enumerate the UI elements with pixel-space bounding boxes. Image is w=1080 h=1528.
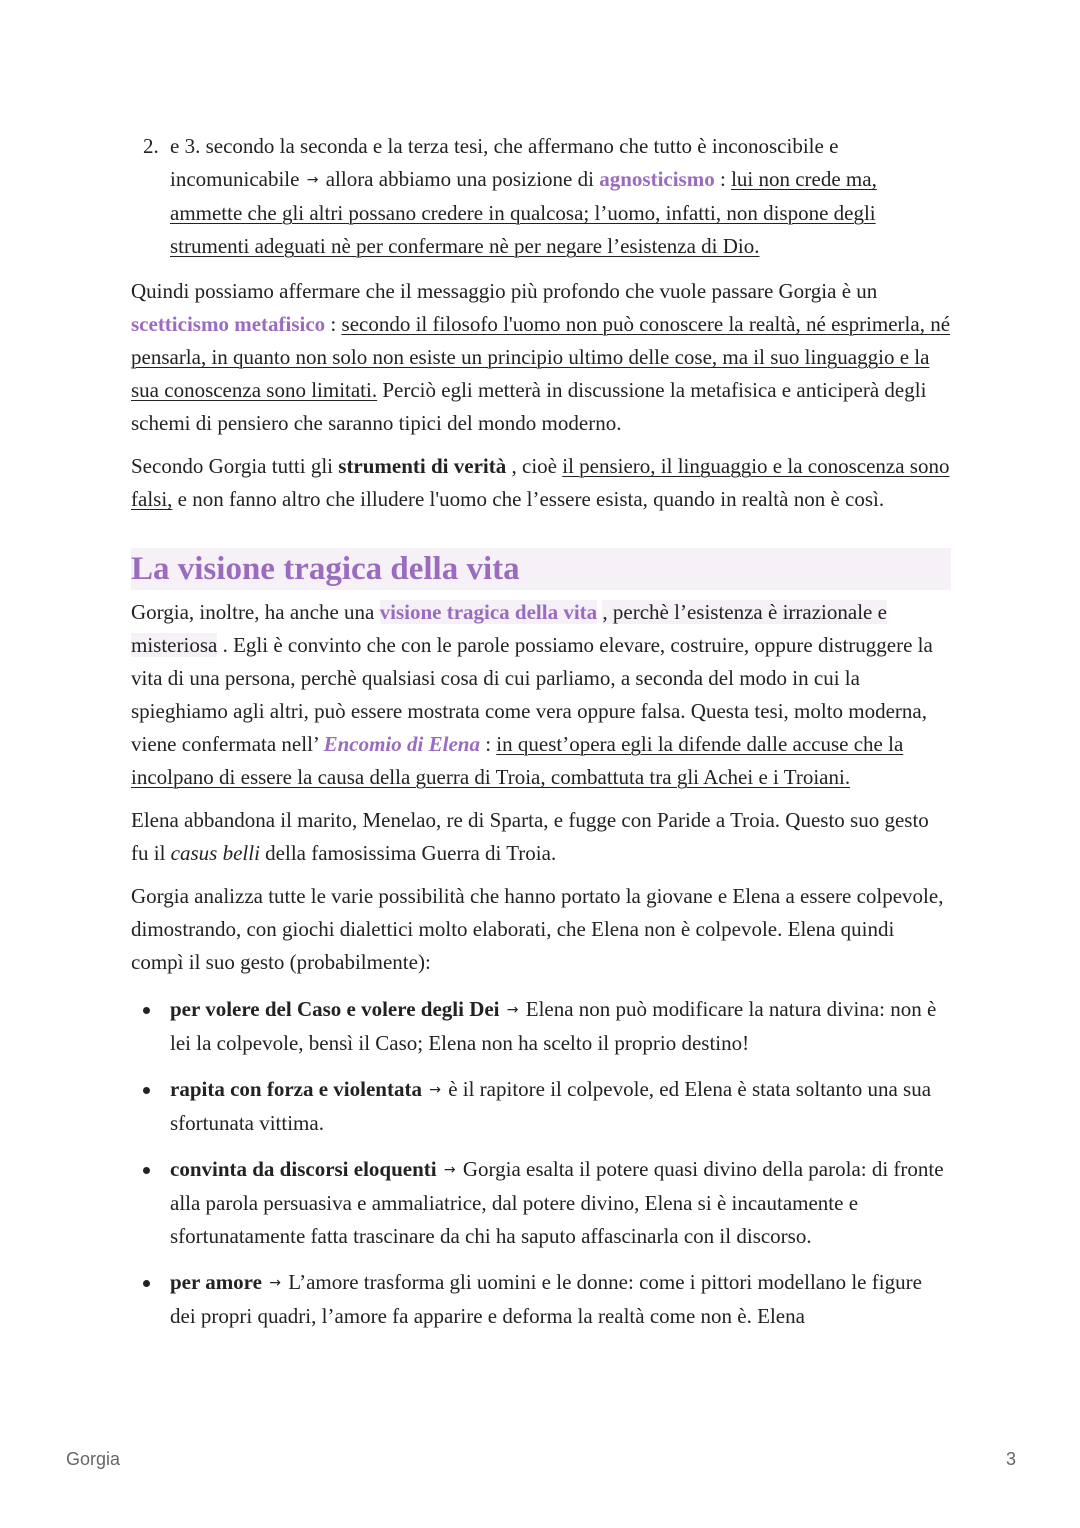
arrow-right-icon: → [506, 1002, 519, 1018]
numbered-item-2-3 [131, 130, 951, 263]
paragraph-visione-tragica [131, 596, 951, 794]
bullet-title: per volere del Caso e volere degli Dei [170, 997, 500, 1021]
bullet-text: Elena non può modificare la natura divina: non è lei la colpevole, bensì il Caso; Elena non ha scelto il proprio destino! [170, 997, 937, 1055]
underlined-text: in quest’opera egli la difende dalle accuse che la incolpano di essere la causa della guerra di Troia, combattuta tra gli Achei e i Troiani. [131, 732, 904, 789]
text: : [330, 312, 342, 336]
text: : [485, 732, 492, 756]
keyword-encomio-di-elena: Encomio di Elena [323, 732, 480, 756]
paragraph-gorgia-analizza [131, 880, 951, 979]
underlined-text: secondo il filosofo l'uomo non può conoscere la realtà, né esprimerla, né pensarla, in quanto non solo non esiste un principio ultimo delle cose, ma il suo linguaggio e la sua conoscenza sono limitati. [131, 312, 951, 402]
highlighted-text: , perchè l’esistenza è irrazionale e misteriosa [131, 600, 887, 657]
paragraph-strumenti-verita [131, 450, 951, 516]
bullet-icon [143, 1167, 150, 1174]
arrow-right-icon: → [443, 1162, 456, 1178]
text: Perciò egli metterà in discussione la metafisica e anticiperà degli schemi di pensiero che saranno tipici del mondo moderno. [131, 378, 927, 435]
arrow-right-icon: → [429, 1082, 441, 1098]
bullet-icon [143, 1007, 150, 1014]
bullet-text: è il rapitore il colpevole, ed Elena è stata soltanto una sua sfortunata vittima. [170, 1077, 932, 1135]
text: , cioè [511, 454, 563, 478]
footer-page-number: 3 [1005, 1449, 1016, 1469]
text: Gorgia, inoltre, ha anche una [131, 600, 380, 624]
keyword-visione-tragica: visione tragica della vita [379, 600, 598, 624]
item-number: 2. [143, 134, 159, 158]
keyword-scetticismo-metafisico: scetticismo metafisico [131, 312, 326, 336]
bullet-title: convinta da discorsi eloquenti [170, 1157, 437, 1181]
footer-document-title: Gorgia [66, 1449, 121, 1469]
text: Secondo Gorgia tutti gli [131, 454, 339, 478]
text: Gorgia analizza tutte le varie possibilità che hanno portato la giovane e Elena a essere colpevole, dimostrando, con giochi dialettici molto elaborati, che Elena non è colpevole. Elena quindi compì il suo gesto (probabilmente): [131, 884, 944, 974]
list-item [131, 1153, 951, 1253]
bold-strumenti-di-verita: strumenti di verità [338, 454, 507, 478]
item-text-3: : [719, 167, 732, 191]
bullet-icon [143, 1280, 150, 1287]
underlined-text: il pensiero, il linguaggio e la conoscenza sono falsi, [131, 454, 950, 511]
list-item [131, 993, 951, 1060]
underlined-text: lui non crede ma, ammette che gli altri possano credere in qualcosa; l’uomo, infatti, non dispone degli strumenti adeguati nè per confermare nè per negare l’esistenza di Dio. [170, 167, 877, 258]
section-heading: La visione tragica della vita [131, 548, 951, 590]
text: . Egli è convinto che con le parole possiamo elevare, costruire, oppure distruggere la vita di una persona, perchè qualsiasi cosa di cui parliamo, a seconda del modo in cui la spieghiamo agli altri, può essere mostrata come vera oppure falsa. Questa tesi, molto moderna, viene confermata nell’ [131, 633, 933, 756]
item-text: e 3. secondo la seconda e la terza tesi, che affermano che tutto è inconoscibile e incomunicabile [170, 134, 839, 191]
paragraph-elena-abbandona [131, 804, 951, 870]
text: della famosissima Guerra di Troia. [265, 841, 557, 865]
bullet-title: per amore [170, 1270, 262, 1294]
page-content [131, 130, 951, 1346]
keyword-agnosticismo: agnosticismo [599, 167, 715, 191]
bullet-text: L’amore trasforma gli uomini e le donne: come i pittori modellano le figure dei propri quadri, l’amore fa apparire e deforma la realtà come non è. Elena [170, 1270, 922, 1328]
bullet-title: rapita con forza e violentata [170, 1077, 422, 1101]
italic-casus-belli: casus belli [170, 841, 260, 865]
text: Quindi possiamo affermare che il messaggio più profondo che vuole passare Gorgia è un [131, 279, 878, 303]
text: e non fanno altro che illudere l'uomo che l’essere esista, quando in realtà non è così. [177, 487, 885, 511]
text: Elena abbandona il marito, Menelao, re di Sparta, e fugge con Paride a Troia. Questo suo gesto fu il [131, 808, 929, 865]
bullet-text: Gorgia esalta il potere quasi divino della parola: di fronte alla parola persuasiva e ammaliatrice, dal potere divino, Elena si è incautamente e sfortunatamente fatta trascinare da chi ha saputo affascinarla con il discorso. [170, 1157, 944, 1248]
list-item [131, 1266, 951, 1333]
bullet-list [131, 993, 951, 1333]
bullet-icon [143, 1087, 150, 1094]
item-text-2: allora abbiamo una posizione di [325, 167, 600, 191]
list-item [131, 1073, 951, 1140]
paragraph-scetticismo [131, 275, 951, 440]
arrow-right-icon: → [306, 172, 319, 188]
arrow-right-icon: → [269, 1275, 281, 1291]
